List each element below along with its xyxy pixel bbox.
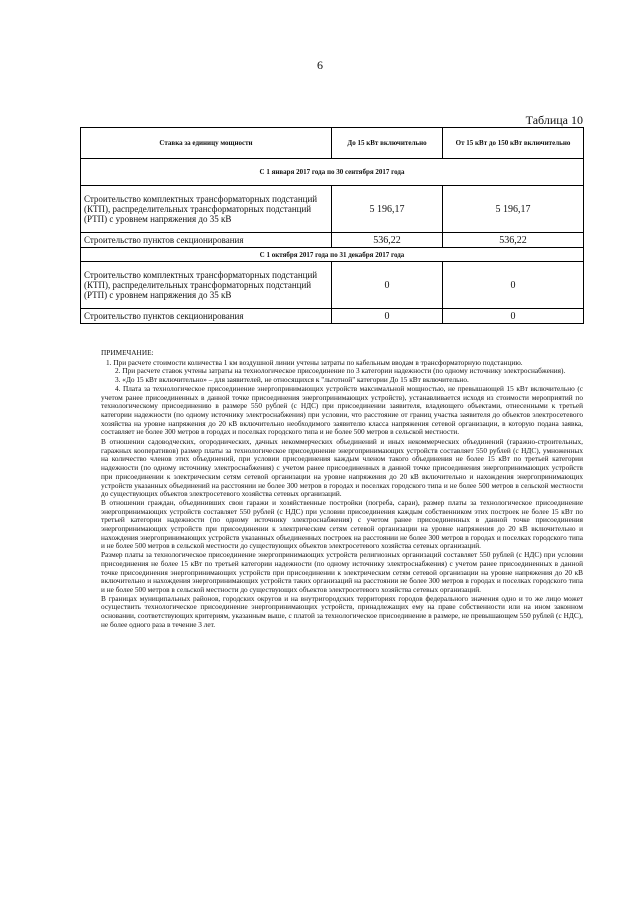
rates-table <box>80 127 584 324</box>
header-15-to-150kw: От 15 кВт до 150 кВт включительно <box>443 128 584 159</box>
note-paragraph-religious: Размер платы за технологическое присоединение энергопринимающих устройств религиозных организаций составляет 550 рублей (с НДС) при условии присоединения не более 15 кВт по третьей категории надежности (по одному источнику электроснабжения) с учетом ранее присоединенных в данной точке присоединения энергопринимающих устройств при присоединении к электрическим сетям сетевой организации на уровне напряжения до 20 кВ включительно и нахождения энергопринимающих устройств таких организаций на расстоянии не более 300 метров в городах и поселках городского типа и не более 500 метров в сельской местности до существующих объектов электросетевого хозяйства сетевых организаций. <box>101 550 583 594</box>
row-value-up-to-15: 5 196,17 <box>332 186 443 233</box>
table-row <box>81 262 584 309</box>
note-item-3: 3. «До 15 кВт включительно» – для заявителей, не относящихся к "льготной" категории До 15 кВт включительно. <box>115 375 469 385</box>
row-value-up-to-15: 0 <box>332 309 443 324</box>
note-paragraph-garages: В отношении граждан, объединивших свои гаражи и хозяйственные постройки (погреба, сараи), размер платы за технологическое присоединение энергопринимающих устройств составляет 550 рублей (с НДС) при условии присоединения каждым собственником этих построек не более 15 кВт по третьей категории надежности (по одному источнику электроснабжения) с учетом ранее присоединенных в данной точке присоединения энергопринимающих устройств при присоединении к электрическим сетям сетевой организации на уровне напряжения до 20 кВ включительно и нахождения энергопринимающих устройств указанных объединенных построек на расстоянии не более 300 метров в городах и поселках городского типа и не более 500 метров в сельской местности до существующих объектов электросетевого хозяйства сетевых организаций. <box>101 497 583 551</box>
table-label: Таблица 10 <box>525 113 583 127</box>
notes-section <box>101 349 583 630</box>
note-item-1: 1. При расчете стоимости количества 1 км воздушной линии учтены затраты по кабельным вводам в трансформаторную подстанцию. <box>106 357 523 367</box>
row-value-15-to-150: 0 <box>443 262 584 309</box>
row-value-15-to-150: 0 <box>443 309 584 324</box>
notes-heading: ПРИМЕЧАНИЕ: <box>101 348 154 357</box>
row-name: Строительство комплектных трансформаторных подстанций (КТП), распределительных трансформаторных подстанций (РТП) с уровнем напряжения до 35 кВ <box>81 186 332 233</box>
table-row <box>81 309 584 324</box>
table-header-row <box>81 128 584 159</box>
period-title: С 1 октября 2017 года по 31 декабря 2017 года <box>81 248 584 262</box>
header-rate-per-unit: Ставка за единицу мощности <box>81 128 332 159</box>
page-number: 6 <box>317 58 323 72</box>
row-value-15-to-150: 5 196,17 <box>443 186 584 233</box>
note-paragraph-snt: В отношении садоводческих, огороднических, дачных некоммерческих объединений и иных некоммерческих объединений (гаражно-строительных, гаражных кооперативов) размер платы за технологическое присоединение энергопринимающих устройств составляет 550 рублей (с НДС), умноженных на количество членов этих объединений, при условии присоединения каждым членом такого объединения не более 15 кВт по третьей категории надежности (по одному источнику электроснабжения) с учетом ранее присоединенных в данной точке присоединения энергопринимающих устройств при присоединении к электрическим сетям сетевой организации на уровне напряжения до 20 кВ включительно и нахождения энергопринимающих устройств указанных объединений на расстоянии не более 300 метров в городах и поселках городского типа и не более 500 метров в сельской местности до существующих объектов электросетевого хозяйства сетевых организаций. <box>101 437 583 499</box>
note-item-4: 4. Плата за технологическое присоединение энергопринимающих устройств максимальной мощностью, не превышающей 15 кВт включительно (с учетом ранее присоединенных в данной точке присоединения энергопринимающих устройств), устанавливается исходя из стоимости мероприятий по технологическому присоединению в размере 550 рублей (с НДС) при присоединении заявителя, владеющего объектами, отнесенными к третьей категории надежности (по одному источнику электроснабжения) при условии, что расстояние от границ участка заявителя до объектов электросетевого хозяйства на уровне напряжения до 20 кВ включительно необходимого заявителю класса напряжения сетевой организации, в которую подана заявка, составляет не более 300 метров в городах и поселках городского типа и не более 500 метров в сельской местности. <box>101 383 583 437</box>
period-row <box>81 248 584 262</box>
row-value-15-to-150: 536,22 <box>443 233 584 248</box>
table-row <box>81 186 584 233</box>
row-value-up-to-15: 0 <box>332 262 443 309</box>
row-value-up-to-15: 536,22 <box>332 233 443 248</box>
table-row <box>81 233 584 248</box>
period-title: С 1 января 2017 года по 30 сентября 2017 года <box>81 159 584 186</box>
note-item-2: 2. При расчете ставок учтены затраты на технологическое присоединение по 3 категории надежности (по одному источнику электроснабжения). <box>115 366 566 376</box>
row-name: Строительство пунктов секционирования <box>81 233 332 248</box>
header-up-to-15kw: До 15 кВт включительно <box>332 128 443 159</box>
period-row <box>81 159 584 186</box>
row-name: Строительство комплектных трансформаторных подстанций (КТП), распределительных трансформаторных подстанций (РТП) с уровнем напряжения до 35 кВ <box>81 262 332 309</box>
note-paragraph-municipal: В границах муниципальных районов, городских округов и на внутригородских территориях городов федерального значения одно и то же лицо может осуществить технологическое присоединение энергопринимающих устройств, принадлежащих ему на праве собственности или на ином законном основании, соответствующих критериям, указанным выше, с платой за технологическое присоединение в размере, не превышающем 550 рублей (с НДС), не более одного раза в течение 3 лет. <box>101 593 583 629</box>
row-name: Строительство пунктов секционирования <box>81 309 332 324</box>
